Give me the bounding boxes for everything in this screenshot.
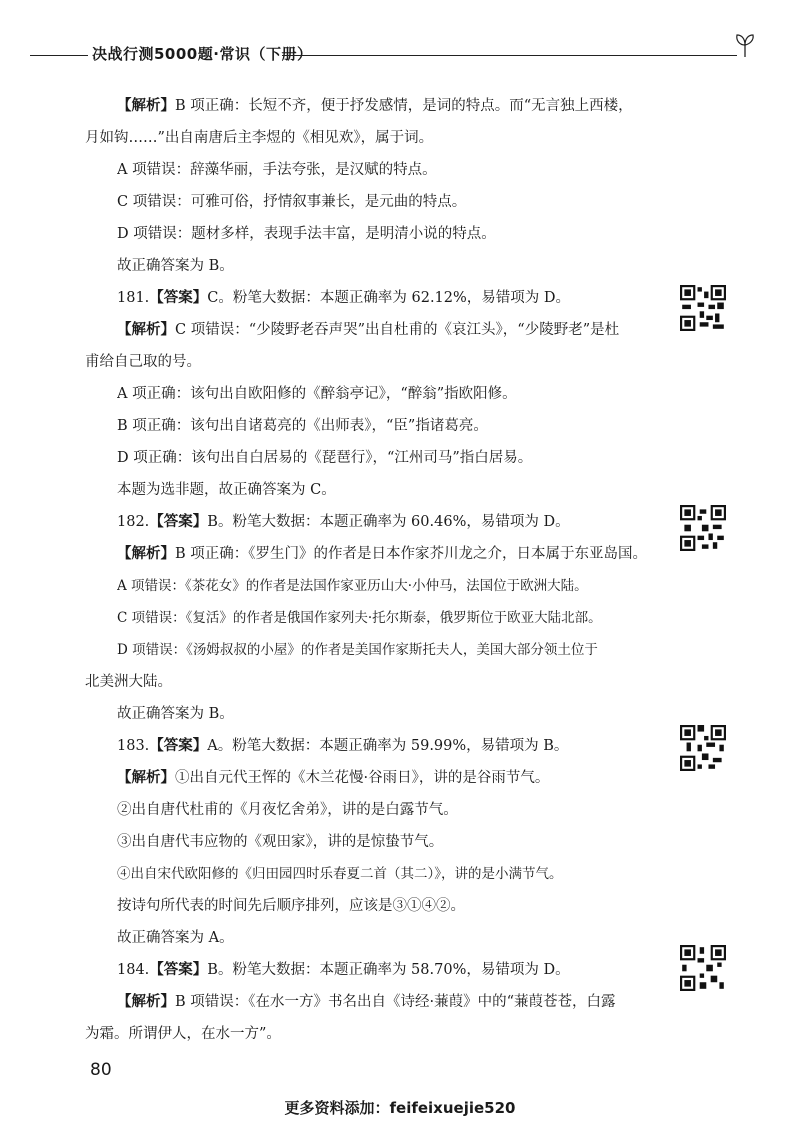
answer-tag: 【答案】 [149, 962, 208, 978]
text-line: 北美洲大陆。 [85, 674, 172, 690]
header-rule-left [30, 55, 88, 56]
text-line: D 项正确：该句出自白居易的《琵琶行》，“江州司马”指白居易。 [117, 450, 533, 466]
analysis-tag: 【解析】 [117, 322, 175, 338]
text-line: ④出自宋代欧阳修的《归田园四时乐春夏二首（其二）》，讲的是小满节气。 [117, 866, 563, 882]
answer-tag: 【答案】 [149, 738, 208, 754]
text-line: 故正确答案为 A。 [117, 930, 234, 946]
analysis-line [117, 96, 665, 116]
answer-tag: 【答案】 [149, 514, 208, 530]
analysis-line [117, 544, 665, 564]
text-line: A 项错误：《茶花女》的作者是法国作家亚历山大·小仲马，法国位于欧洲大陆。 [117, 578, 588, 594]
qr-code-icon[interactable] [680, 725, 726, 771]
text-line: 本题为选非题，故正确答案为 C。 [117, 482, 336, 498]
question-number: 183. [117, 738, 150, 754]
text-line: 故正确答案为 B。 [117, 258, 234, 274]
answer-text: C。粉笔大数据：本题正确率为 62.12%，易错项为 D。 [207, 290, 571, 306]
analysis-text: B 项正确：《罗生门》的作者是日本作家芥川龙之介，日本属于东亚岛国。 [175, 546, 648, 562]
text-line: C 项错误：《复活》的作者是俄国作家列夫·托尔斯泰，俄罗斯位于欧亚大陆北部。 [117, 610, 602, 626]
analysis-line [117, 320, 665, 340]
question-number: 181. [117, 290, 150, 306]
analysis-tag: 【解析】 [117, 994, 175, 1010]
text-line: B 项正确：该句出自诸葛亮的《出师表》，“臣”指诸葛亮。 [117, 418, 488, 434]
header-title: 决战行测5000题·常识（下册） [92, 45, 313, 63]
answer-line-183 [117, 736, 665, 756]
text-line: ②出自唐代杜甫的《月夜忆舍弟》，讲的是白露节气。 [117, 802, 458, 818]
text-line: 故正确答案为 B。 [117, 706, 234, 722]
question-number: 184. [117, 962, 150, 978]
analysis-line [117, 768, 665, 788]
page-header [30, 42, 750, 66]
text-line: C 项错误：可雅可俗，抒情叙事兼长，是元曲的特点。 [117, 194, 467, 210]
answer-text: B。粉笔大数据：本题正确率为 58.70%，易错项为 D。 [207, 962, 570, 978]
answer-line-182 [117, 512, 665, 532]
footer-note: 更多资料添加：feifeixuejie520 [284, 1099, 516, 1117]
text-line: A 项正确：该句出自欧阳修的《醉翁亭记》，“醉翁”指欧阳修。 [117, 386, 517, 402]
analysis-text: B 项正确：长短不齐，便于抒发感情，是词的特点。而“无言独上西楼， [175, 98, 633, 114]
analysis-tag: 【解析】 [117, 98, 175, 114]
text-line: D 项错误：《汤姆叔叔的小屋》的作者是美国作家斯托夫人，美国大部分领土位于 [117, 642, 598, 658]
answer-tag: 【答案】 [149, 290, 208, 306]
header-rule-right [282, 55, 737, 56]
analysis-text: B 项错误：《在水一方》书名出自《诗经·蒹葭》中的“蒹葭苍苍，白露 [175, 994, 616, 1010]
page-number: 80 [90, 1060, 112, 1080]
text-line: ③出自唐代韦应物的《观田家》，讲的是惊蛰节气。 [117, 834, 444, 850]
text-line: D 项错误：题材多样，表现手法丰富，是明清小说的特点。 [117, 226, 496, 242]
analysis-line [117, 992, 665, 1012]
qr-code-icon[interactable] [680, 285, 726, 331]
analysis-tag: 【解析】 [117, 546, 175, 562]
qr-code-icon[interactable] [680, 505, 726, 551]
text-line: 为霜。所谓伊人，在水一方”。 [85, 1026, 281, 1042]
question-number: 182. [117, 514, 150, 530]
text-line: 按诗句所代表的时间先后顺序排列，应该是③①④②。 [117, 898, 465, 914]
answer-text: A。粉笔大数据：本题正确率为 59.99%，易错项为 B。 [207, 738, 569, 754]
text-line: 月如钩……”出自南唐后主李煜的《相见欢》，属于词。 [85, 130, 434, 146]
analysis-text: ①出自元代王恽的《木兰花慢·谷雨日》，讲的是谷雨节气。 [175, 770, 550, 786]
answer-line-184 [117, 960, 665, 980]
analysis-text: C 项错误：“少陵野老吞声哭”出自杜甫的《哀江头》，“少陵野老”是杜 [175, 322, 620, 338]
text-line: A 项错误：辞藻华丽，手法夸张，是汉赋的特点。 [117, 162, 437, 178]
analysis-tag: 【解析】 [117, 770, 175, 786]
text-line: 甫给自己取的号。 [85, 354, 201, 370]
answer-line-181 [117, 288, 665, 308]
answer-text: B。粉笔大数据：本题正确率为 60.46%，易错项为 D。 [207, 514, 570, 530]
sprout-icon [734, 32, 756, 58]
qr-code-icon[interactable] [680, 945, 726, 991]
